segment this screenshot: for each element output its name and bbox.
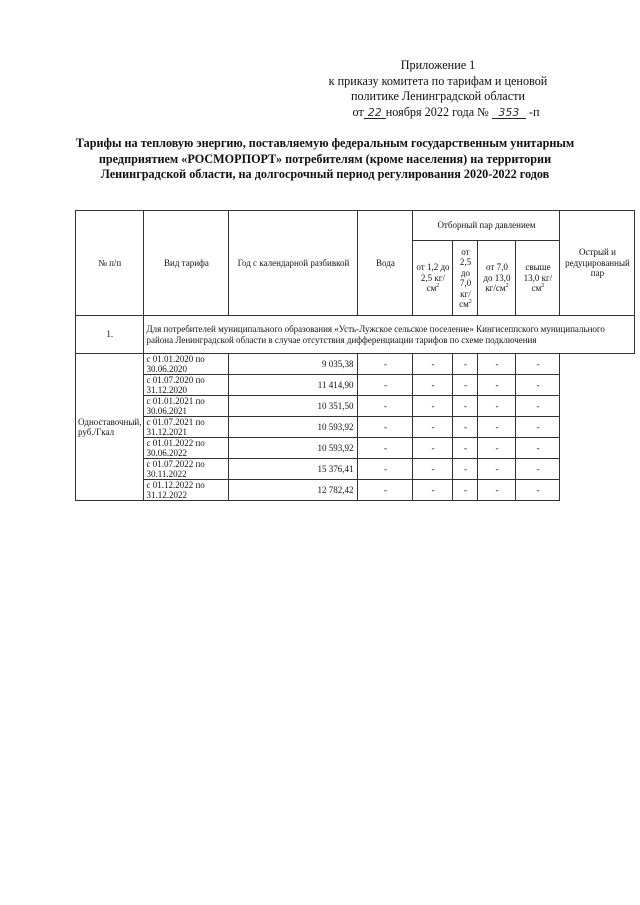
dash-cell: - — [413, 396, 453, 417]
appendix-committee-line: политике Ленинградской области — [351, 89, 525, 103]
header-pressure-2: от 2,5 до 7,0 $кг/см^2$ — [453, 241, 478, 316]
dash-cell: - — [358, 417, 413, 438]
period-cell: с 01.07.2020 по 31.12.2020 — [144, 375, 229, 396]
header-row-top — [76, 211, 635, 241]
dash-cell: - — [516, 417, 560, 438]
water-value-cell: 11 414,90 — [229, 375, 358, 396]
appendix-date-line — [298, 105, 578, 121]
day-handwritten: 22 — [364, 107, 386, 119]
dash-cell: - — [516, 438, 560, 459]
dash-cell: - — [453, 354, 478, 375]
table-row — [76, 417, 635, 438]
tariff-table — [75, 210, 635, 501]
appendix-header — [298, 58, 578, 120]
table-row — [76, 480, 635, 501]
water-value-cell: 10 593,92 — [229, 417, 358, 438]
dash-cell: - — [453, 396, 478, 417]
date-middle: ноября 2022 года № — [385, 104, 489, 119]
dash-cell: - — [453, 417, 478, 438]
dash-cell: - — [478, 459, 516, 480]
table-row — [76, 354, 635, 375]
date-prefix: от — [352, 104, 364, 119]
dash-cell: - — [478, 480, 516, 501]
dash-cell: - — [358, 480, 413, 501]
dash-cell: - — [478, 438, 516, 459]
dash-cell: - — [358, 396, 413, 417]
dash-cell: - — [413, 354, 453, 375]
dash-cell: - — [516, 396, 560, 417]
table-row — [76, 438, 635, 459]
period-cell: с 01.07.2021 по 31.12.2021 — [144, 417, 229, 438]
dash-cell: - — [478, 375, 516, 396]
water-value-cell: 10 351,50 — [229, 396, 358, 417]
period-cell: с 01.12.2022 по 31.12.2022 — [144, 480, 229, 501]
date-suffix: -п — [528, 104, 540, 119]
water-value-cell: 9 035,38 — [229, 354, 358, 375]
dash-cell: - — [478, 354, 516, 375]
header-num: № п/п — [76, 211, 144, 316]
dash-cell: - — [516, 375, 560, 396]
table-row — [76, 396, 635, 417]
tariff-label: Одноставочный, руб./Гкал — [76, 354, 144, 501]
header-steam-group: Отборный пар давлением — [413, 211, 560, 241]
header-year: Год с календарной разбивкой — [229, 211, 358, 316]
group-label: Для потребителей муниципального образования «Усть-Лужское сельское поселение» Кингисеппского муниципального района Ленинградской области в случае отсутствия дифференциации тарифов по схеме подключения — [144, 316, 635, 354]
appendix-title: Приложение 1 — [400, 58, 476, 72]
header-pressure-4: свыше 13,0 $кг/см^2$ — [516, 241, 560, 316]
period-cell: с 01.01.2021 по 30.06.2021 — [144, 396, 229, 417]
table-row — [76, 459, 635, 480]
header-pressure-1: от 1,2 до 2,5 $кг/см^2$ — [413, 241, 453, 316]
water-value-cell: 15 376,41 — [229, 459, 358, 480]
period-cell: с 01.01.2020 по 30.06.2020 — [144, 354, 229, 375]
dash-cell: - — [453, 438, 478, 459]
dash-cell: - — [358, 438, 413, 459]
dash-cell: - — [413, 417, 453, 438]
dash-cell: - — [453, 480, 478, 501]
water-value-cell: 10 593,92 — [229, 438, 358, 459]
dash-cell: - — [453, 459, 478, 480]
header-tariff-type: Вид тарифа — [144, 211, 229, 316]
group-row — [76, 316, 635, 354]
document-title: Тарифы на тепловую энергию, поставляемую федеральным государственным унитарным предприятием «РОСМОРПОРТ» потребителям (кроме населения) на территории Ленинградской области, на долгосрочный период регулирования 2020-2022 годов — [75, 136, 575, 181]
dash-cell: - — [478, 396, 516, 417]
dash-cell: - — [413, 459, 453, 480]
row-number: 1. — [76, 316, 144, 354]
dash-cell: - — [516, 459, 560, 480]
period-cell: с 01.07.2022 по 30.11.2022 — [144, 459, 229, 480]
header-pressure-3: от 7,0 до 13,0 $кг/см^2$ — [478, 241, 516, 316]
dash-cell: - — [358, 459, 413, 480]
period-cell: с 01.01.2022 по 30.06.2022 — [144, 438, 229, 459]
dash-cell: - — [413, 438, 453, 459]
dash-cell: - — [413, 480, 453, 501]
dash-cell: - — [453, 375, 478, 396]
dash-cell: - — [516, 480, 560, 501]
dash-cell: - — [478, 417, 516, 438]
water-value-cell: 12 782,42 — [229, 480, 358, 501]
order-number-handwritten: 353 — [492, 107, 526, 119]
dash-cell: - — [516, 354, 560, 375]
header-sharp-steam: Острый и редуцированный пар — [560, 211, 635, 316]
header-water: Вода — [358, 211, 413, 316]
dash-cell: - — [413, 375, 453, 396]
appendix-order-line: к приказу комитета по тарифам и ценовой — [328, 73, 548, 88]
table-row — [76, 375, 635, 396]
dash-cell: - — [358, 354, 413, 375]
dash-cell: - — [358, 375, 413, 396]
